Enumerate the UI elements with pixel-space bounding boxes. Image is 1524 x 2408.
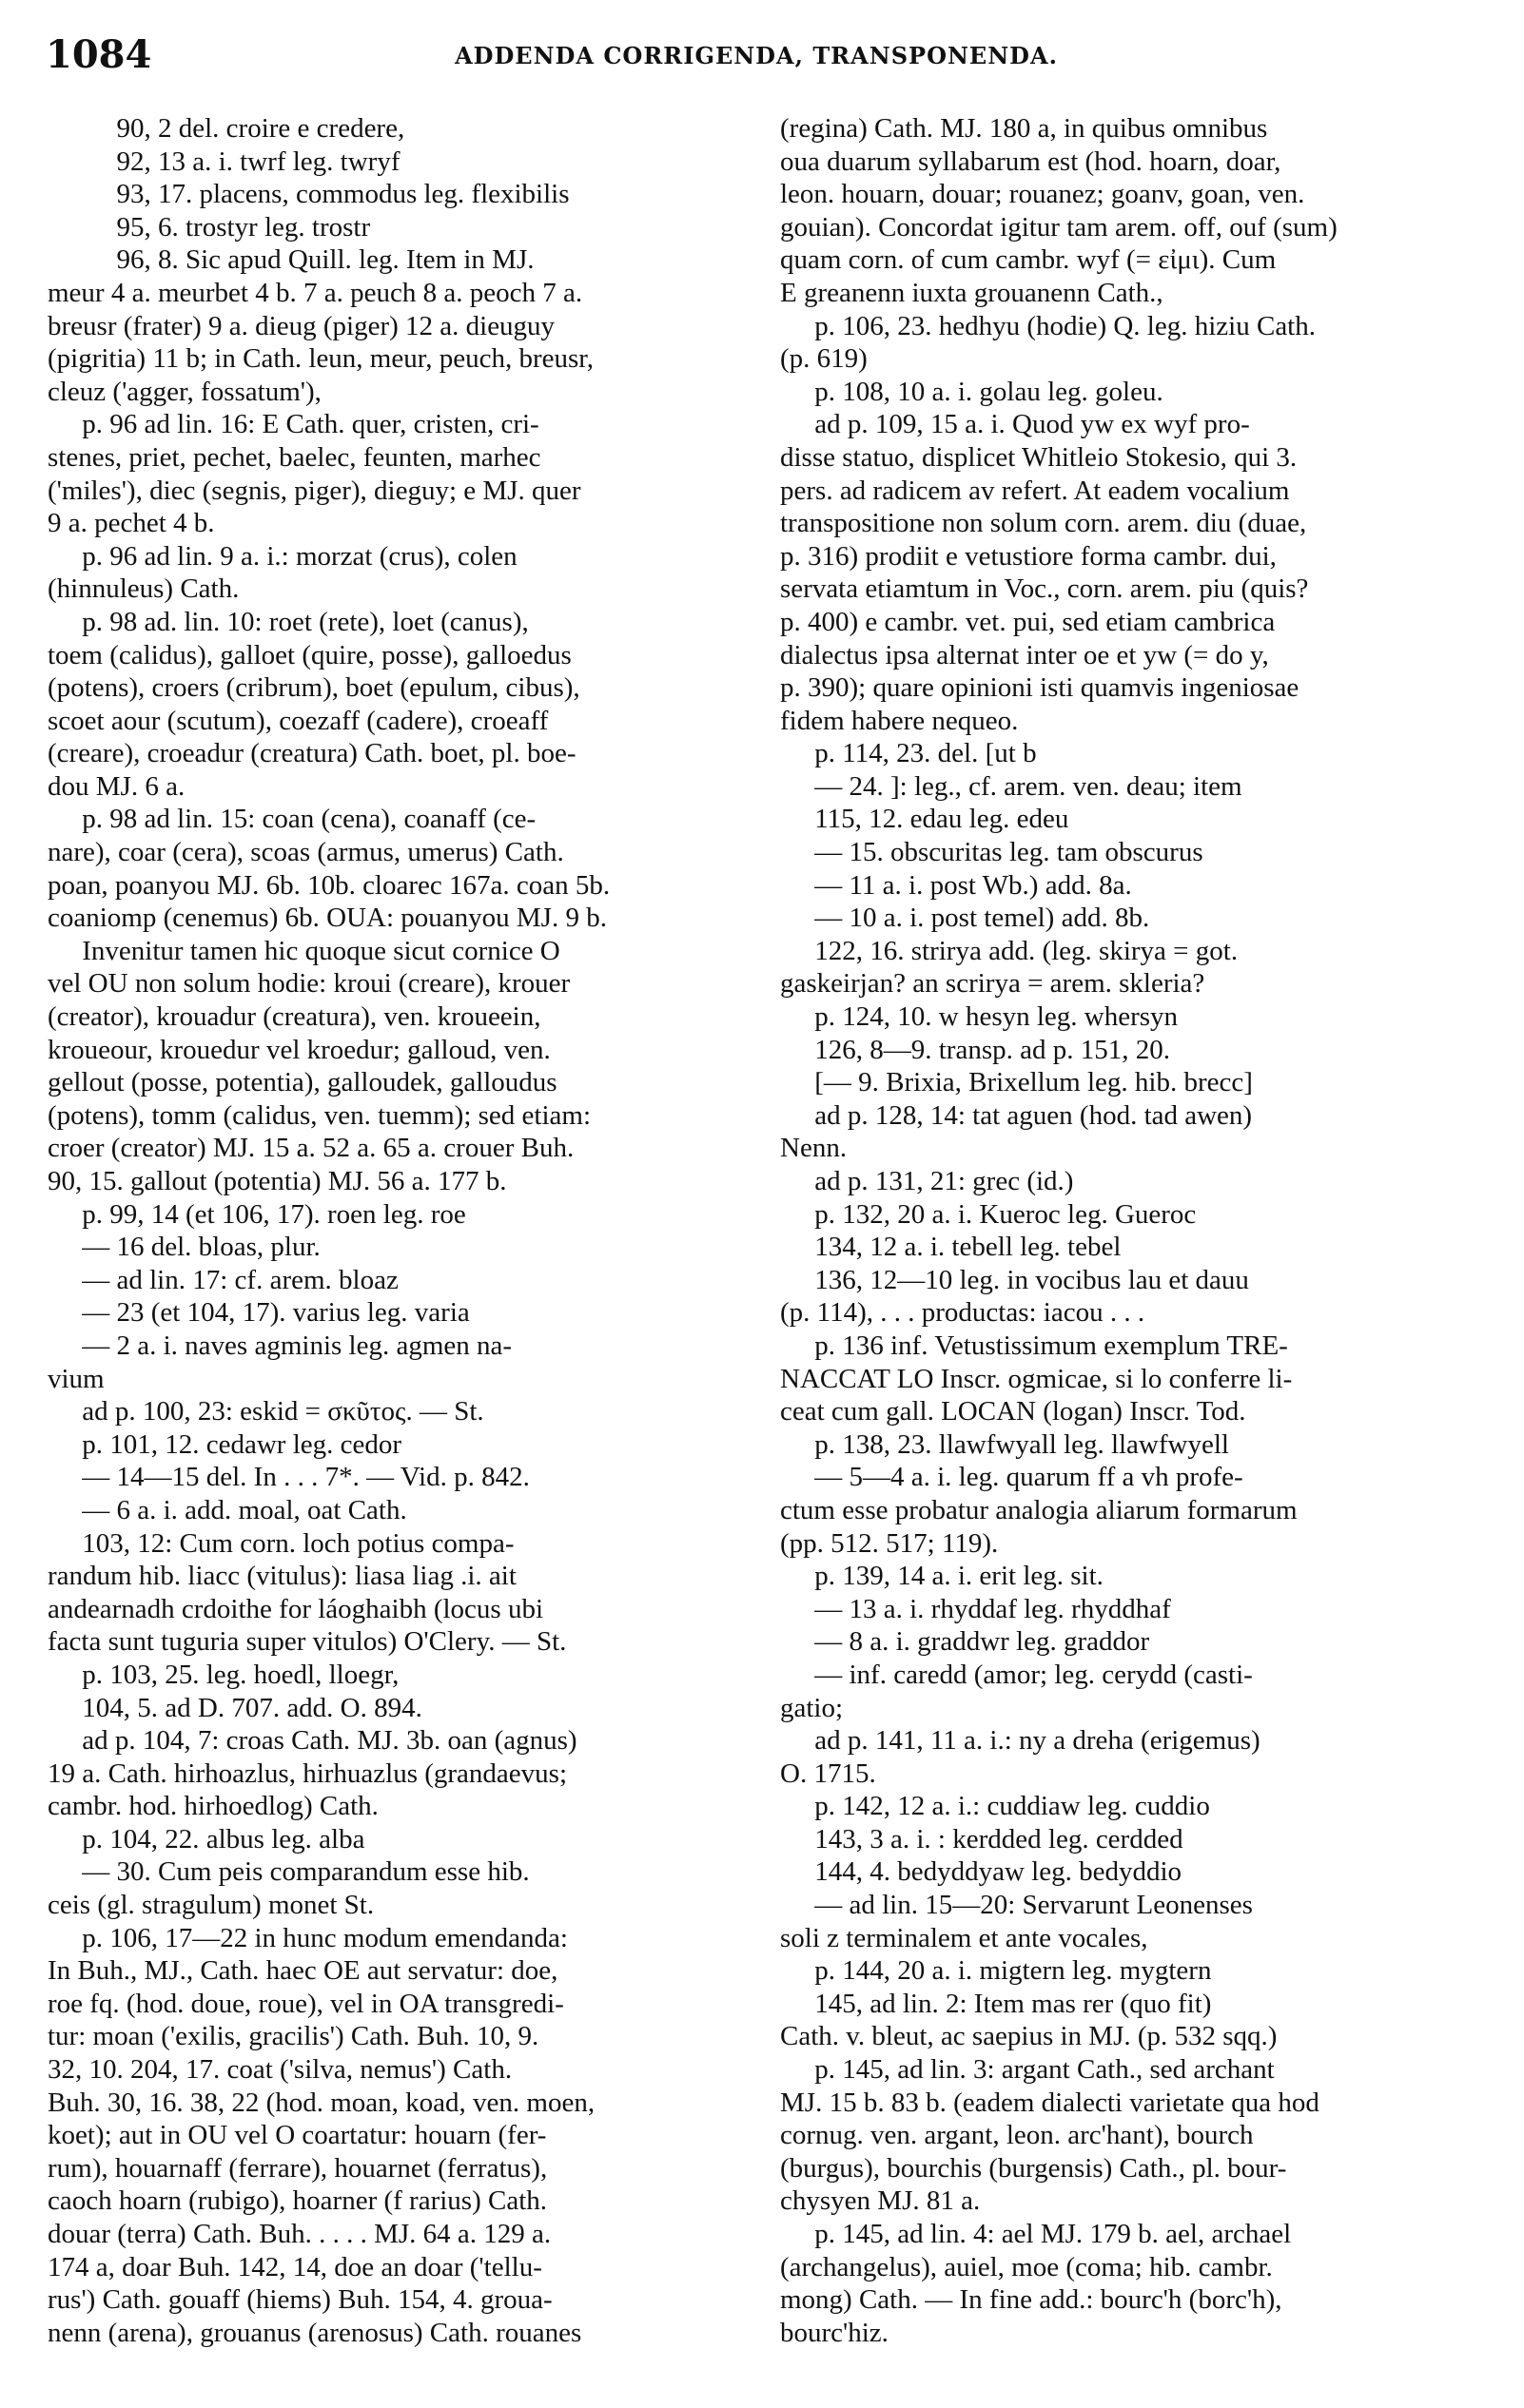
- text-line: (p. 619): [780, 343, 868, 375]
- page-number: 1084: [46, 32, 152, 77]
- text-line: p. 98 ad. lin. 10: roet (rete), loet (canus),: [48, 606, 529, 637]
- text-line: 115, 12. edau leg. edeu: [780, 804, 1069, 835]
- text-line: vium: [48, 1363, 105, 1394]
- text-line: 136, 12—10 leg. in vocibus lau et dauu: [780, 1264, 1249, 1295]
- text-line: 96, 8. Sic apud Quill. leg. Item in MJ.: [48, 244, 535, 276]
- text-line: cleuz ('agger, fossatum'),: [48, 376, 322, 407]
- text-line: (burgus), bourchis (burgensis) Cath., pl. bour-: [780, 2152, 1287, 2184]
- text-line: mong) Cath. — In fine add.: bourc'h (borc'h),: [780, 2284, 1282, 2316]
- text-line: p. 99, 14 (et 106, 17). roen leg. roe: [48, 1198, 466, 1230]
- text-line: tur: moan ('exilis, gracilis') Cath. Buh. 10, 9.: [48, 2021, 539, 2052]
- text-line: p. 316) prodiit e vetustiore forma cambr. dui,: [780, 540, 1277, 572]
- text-line: nenn (arena), grouanus (arenosus) Cath. rouanes: [48, 2317, 582, 2348]
- text-line: p. 103, 25. leg. hoedl, lloegr,: [48, 1659, 400, 1690]
- text-line: rum), houarnaff (ferrare), houarnet (ferratus),: [48, 2152, 548, 2184]
- text-line: meur 4 a. meurbet 4 b. 7 a. peuch 8 a. peoch 7 a.: [48, 277, 583, 308]
- text-line: ad p. 131, 21: grec (id.): [780, 1166, 1074, 1196]
- text-line: — 5—4 a. i. leg. quarum ff a vh profe-: [780, 1462, 1243, 1493]
- text-line: p. 101, 12. cedawr leg. cedor: [48, 1428, 402, 1460]
- text-line: — 10 a. i. post temel) add. 8b.: [780, 903, 1150, 934]
- text-line: scoet aour (scutum), coezaff (cadere), croeaff: [48, 705, 549, 736]
- text-line: disse statuo, displicet Whitleio Stokesio, qui 3.: [780, 441, 1298, 473]
- text-line: cambr. hod. hirhoedlog) Cath.: [48, 1791, 379, 1822]
- text-line: p. 400) e cambr. vet. pui, sed etiam cambrica: [780, 606, 1276, 637]
- text-line: Nenn.: [780, 1133, 848, 1164]
- text-line: nare), coar (cera), scoas (armus, umerus) Cath.: [48, 837, 564, 868]
- text-line: — 2 a. i. naves agminis leg. agmen na-: [48, 1330, 513, 1361]
- text-line: (p. 114), . . . productas: iacou . . .: [780, 1297, 1145, 1329]
- text-line: ad p. 128, 14: tat aguen (hod. tad awen): [780, 1099, 1253, 1131]
- text-line: E greanenn iuxta grouanenn Cath.,: [780, 277, 1163, 308]
- text-line: p. 145, ad lin. 3: argant Cath., sed archant: [780, 2054, 1275, 2086]
- text-line: fidem habere nequeo.: [780, 705, 1019, 736]
- text-line: p. 145, ad lin. 4: ael MJ. 179 b. ael, archael: [780, 2219, 1292, 2249]
- text-line: Buh. 30, 16. 38, 22 (hod. moan, koad, ven. moen,: [48, 2087, 596, 2118]
- text-line: ad p. 109, 15 a. i. Quod yw ex wyf pro-: [780, 409, 1250, 440]
- text-line: facta sunt tuguria super vitulos) O'Clery. — St.: [48, 1626, 567, 1658]
- text-line: 145, ad lin. 2: Item mas rer (quo fit): [780, 1988, 1212, 2019]
- text-line: chysyen MJ. 81 a.: [780, 2185, 981, 2217]
- text-line: (creare), croeadur (creatura) Cath. boet, pl. boe-: [48, 738, 576, 769]
- text-line: dialectus ipsa alternat inter oe et yw (= do y,: [780, 639, 1269, 670]
- text-line: p. 138, 23. llawfwyall leg. llawfwyell: [780, 1428, 1229, 1460]
- text-line: p. 139, 14 a. i. erit leg. sit.: [780, 1561, 1104, 1592]
- text-line: — ad lin. 15—20: Servarunt Leonenses: [780, 1890, 1253, 1921]
- text-line: 9 a. pechet 4 b.: [48, 508, 215, 539]
- text-line: ad p. 100, 23: eskid = σκῦτος. — St.: [48, 1396, 484, 1427]
- text-line: 92, 13 a. i. twrf leg. twryf: [48, 146, 401, 177]
- text-line: caoch hoarn (rubigo), hoarner (f rarius) Cath.: [48, 2185, 548, 2217]
- text-line: cornug. ven. argant, leon. arc'hant), bourch: [780, 2120, 1254, 2151]
- text-line: 95, 6. trostyr leg. trostr: [48, 211, 371, 243]
- text-line: — ad lin. 17: cf. arem. bloaz: [48, 1264, 399, 1295]
- text-line: 19 a. Cath. hirhoazlus, hirhuazlus (grandaevus;: [48, 1757, 568, 1789]
- text-line: — 30. Cum peis comparandum esse hib.: [48, 1856, 530, 1888]
- text-line: Invenitur tamen hic quoque sicut cornice O: [48, 935, 560, 966]
- text-line: 134, 12 a. i. tebell leg. tebel: [780, 1232, 1122, 1263]
- text-line: — 6 a. i. add. moal, oat Cath.: [48, 1494, 407, 1525]
- text-line: p. 124, 10. w hesyn leg. whersyn: [780, 1001, 1179, 1033]
- text-line: — 13 a. i. rhyddaf leg. rhyddhaf: [780, 1593, 1171, 1624]
- text-line: servata etiamtum in Voc., corn. arem. piu (quis?: [780, 573, 1309, 605]
- text-line: vel OU non solum hodie: kroui (creare), krouer: [48, 968, 571, 1000]
- text-line: kroueour, krouedur vel kroedur; galloud, ven.: [48, 1034, 551, 1065]
- text-line: p. 114, 23. del. [ut b: [780, 738, 1037, 769]
- text-line: Cath. v. bleut, ac saepius in MJ. (p. 532 sqq.): [780, 2021, 1278, 2052]
- text-line: poan, poanyou MJ. 6b. 10b. cloarec 167a. coan 5b.: [48, 869, 611, 901]
- text-line: 32, 10. 204, 17. coat ('silva, nemus') Cath.: [48, 2054, 513, 2086]
- text-line: ad p. 141, 11 a. i.: ny a dreha (erigemus): [780, 1725, 1260, 1757]
- text-line: (archangelus), auiel, moe (coma; hib. cambr.: [780, 2251, 1273, 2282]
- text-line: In Buh., MJ., Cath. haec OE aut servatur: doe,: [48, 1955, 558, 1987]
- text-line: coaniomp (cenemus) 6b. OUA: pouanyou MJ. 9 b.: [48, 903, 607, 934]
- text-line: transpositione non solum corn. arem. diu (duae,: [780, 508, 1307, 539]
- text-line: 174 a, doar Buh. 142, 14, doe an doar ('tellu-: [48, 2251, 542, 2282]
- text-line: ceis (gl. stragulum) monet St.: [48, 1890, 375, 1921]
- text-line: — 15. obscuritas leg. tam obscurus: [780, 837, 1203, 868]
- text-line: 90, 15. gallout (potentia) MJ. 56 a. 177 b.: [48, 1166, 507, 1196]
- text-line: ad p. 104, 7: croas Cath. MJ. 3b. oan (agnus): [48, 1725, 577, 1757]
- text-line: quam corn. of cum cambr. wyf (= εἰμι). Cum: [780, 244, 1277, 276]
- text-line: ctum esse probatur analogia aliarum formarum: [780, 1494, 1298, 1525]
- text-line: croer (creator) MJ. 15 a. 52 a. 65 a. crouer Buh.: [48, 1133, 575, 1164]
- text-line: roe fq. (hod. doue, roue), vel in OA transgredi-: [48, 1988, 564, 2019]
- text-line: p. 104, 22. albus leg. alba: [48, 1823, 365, 1855]
- running-title: ADDENDA CORRIGENDA, TRANSPONENDA.: [455, 42, 1058, 69]
- text-line: p. 142, 12 a. i.: cuddiaw leg. cuddio: [780, 1791, 1210, 1822]
- text-line: (potens), croers (cribrum), boet (epulum, cibus),: [48, 672, 580, 704]
- text-line: toem (calidus), galloet (quire, posse), galloedus: [48, 639, 572, 670]
- text-line: oua duarum syllabarum est (hod. hoarn, doar,: [780, 146, 1281, 177]
- text-line: 90, 2 del. croire e credere,: [48, 113, 405, 144]
- text-line: (potens), tomm (calidus, ven. tuemm); sed etiam:: [48, 1099, 592, 1131]
- text-line: 103, 12: Cum corn. loch potius compa-: [48, 1527, 515, 1559]
- text-line: stenes, priet, pechet, baelec, feunten, marhec: [48, 441, 541, 473]
- text-line: rus') Cath. gouaff (hiems) Buh. 154, 4. groua-: [48, 2284, 553, 2316]
- text-line: gellout (posse, potentia), galloudek, galloudus: [48, 1067, 557, 1098]
- text-line: (creator), krouadur (creatura), ven. kroueein,: [48, 1001, 541, 1033]
- text-line: leon. houarn, douar; rouanez; goanv, goan, ven.: [780, 179, 1305, 210]
- text-line: 126, 8—9. transp. ad p. 151, 20.: [780, 1034, 1170, 1065]
- text-line: — 16 del. bloas, plur.: [48, 1232, 321, 1263]
- text-line: — 23 (et 104, 17). varius leg. varia: [48, 1297, 470, 1329]
- text-line: ('miles'), diec (segnis, piger), dieguy; e MJ. quer: [48, 475, 581, 506]
- text-line: — 24. ]: leg., cf. arem. ven. deau; item: [780, 770, 1242, 802]
- text-line: 144, 4. bedyddyaw leg. bedyddio: [780, 1856, 1182, 1888]
- text-line: MJ. 15 b. 83 b. (eadem dialecti varietate qua hod: [780, 2087, 1319, 2118]
- text-line: [— 9. Brixia, Brixellum leg. hib. brecc]: [780, 1067, 1253, 1098]
- right-column: [780, 112, 1475, 2376]
- text-line: 122, 16. strirya add. (leg. skirya = got.: [780, 935, 1239, 966]
- text-line: (regina) Cath. MJ. 180 a, in quibus omnibus: [780, 113, 1268, 144]
- text-line: p. 108, 10 a. i. golau leg. goleu.: [780, 376, 1163, 407]
- text-line: gatio;: [780, 1692, 844, 1723]
- text-line: (pigritia) 11 b; in Cath. leun, meur, peuch, breusr,: [48, 343, 595, 375]
- text-line: — 8 a. i. graddwr leg. graddor: [780, 1626, 1150, 1658]
- text-line: p. 96 ad lin. 9 a. i.: morzat (crus), colen: [48, 540, 518, 572]
- text-line: p. 144, 20 a. i. migtern leg. mygtern: [780, 1955, 1212, 1987]
- text-line: O. 1715.: [780, 1757, 876, 1789]
- text-line: — 14—15 del. In . . . 7*. — Vid. p. 842.: [48, 1462, 530, 1493]
- text-line: 104, 5. ad D. 707. add. O. 894.: [48, 1692, 422, 1723]
- text-line: p. 96 ad lin. 16: E Cath. quer, cristen, cri-: [48, 409, 539, 440]
- text-line: randum hib. liacc (vitulus): liasa liag .i. ait: [48, 1561, 517, 1592]
- page-header: [46, 32, 1467, 80]
- text-line: koet); aut in OU vel O coartatur: houarn (fer-: [48, 2120, 547, 2151]
- text-line: p. 98 ad lin. 15: coan (cena), coanaff (ce-: [48, 804, 537, 835]
- text-line: andearnadh crdoithe for láoghaibh (locus ubi: [48, 1593, 544, 1624]
- text-line: p. 390); quare opinioni isti quamvis ingeniosae: [780, 672, 1299, 704]
- text-line: p. 106, 23. hedhyu (hodie) Q. leg. hiziu Cath.: [780, 310, 1316, 341]
- text-line: breusr (frater) 9 a. dieug (piger) 12 a. dieuguy: [48, 310, 556, 341]
- text-line: p. 106, 17—22 in hunc modum emendanda:: [48, 1922, 568, 1953]
- text-line: dou MJ. 6 a.: [48, 770, 186, 802]
- text-line: — 11 a. i. post Wb.) add. 8a.: [780, 869, 1132, 901]
- text-line: douar (terra) Cath. Buh. . . . . MJ. 64 a. 129 a.: [48, 2219, 552, 2249]
- text-line: 93, 17. placens, commodus leg. flexibilis: [48, 179, 570, 210]
- text-line: (hinnuleus) Cath.: [48, 573, 240, 605]
- text-line: p. 132, 20 a. i. Kueroc leg. Gueroc: [780, 1198, 1197, 1230]
- left-column: [48, 112, 733, 2376]
- text-line: p. 136 inf. Vetustissimum exemplum TRE-: [780, 1330, 1288, 1361]
- text-line: pers. ad radicem av refert. At eadem vocalium: [780, 475, 1290, 506]
- text-line: (pp. 512. 517; 119).: [780, 1527, 999, 1559]
- text-line: bourc'hiz.: [780, 2317, 889, 2348]
- text-line: NACCAT LO Inscr. ogmicae, si lo conferre li-: [780, 1363, 1293, 1394]
- text-line: gaskeirjan? an scrirya = arem. skleria?: [780, 968, 1205, 1000]
- text-line: soli z terminalem et ante vocales,: [780, 1922, 1148, 1953]
- text-line: — inf. caredd (amor; leg. cerydd (casti-: [780, 1659, 1253, 1690]
- text-line: gouian). Concordat igitur tam arem. off, ouf (sum): [780, 211, 1338, 243]
- text-line: ceat cum gall. LOCAN (logan) Inscr. Tod.: [780, 1396, 1246, 1427]
- text-line: 143, 3 a. i. : kerdded leg. cerdded: [780, 1823, 1183, 1855]
